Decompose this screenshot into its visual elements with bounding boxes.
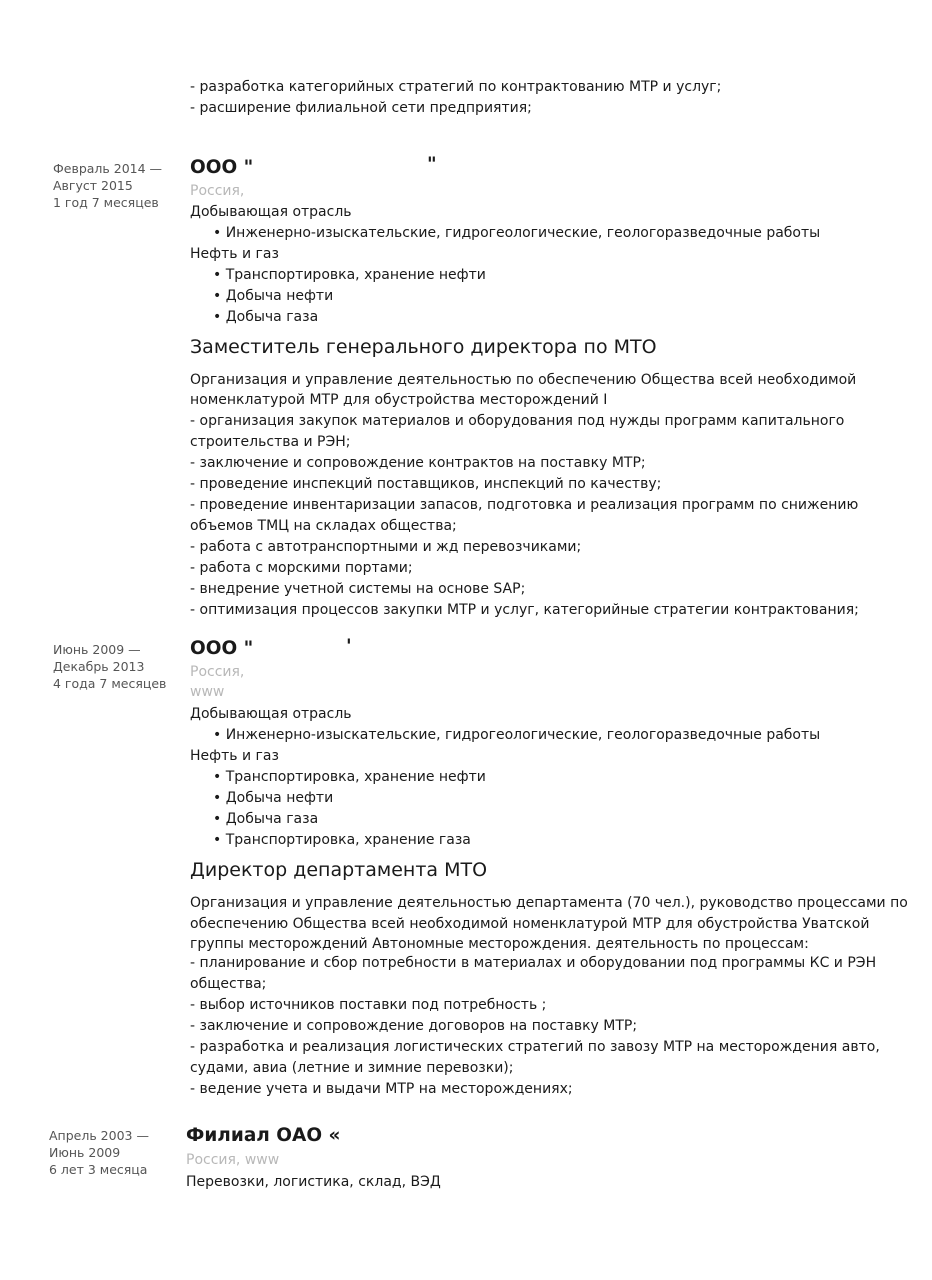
company-website: www	[190, 684, 225, 700]
company-name: Филиал ОАО «	[186, 1125, 341, 1146]
duty-line: - работа с автотранспортными и жд перевозчиками;	[190, 539, 582, 555]
industry-label: Добывающая отрасль	[190, 204, 352, 220]
industry-item: • Транспортировка, хранение газа	[213, 832, 471, 848]
period-end: Июнь 2009	[49, 1145, 121, 1160]
industry-item: • Транспортировка, хранение нефти	[213, 769, 486, 785]
industry-label: Нефть и газ	[190, 748, 279, 764]
job-title: Директор департамента МТО	[190, 859, 488, 881]
duty-line: - заключение и сопровождение договоров на поставку МТР;	[190, 1018, 638, 1034]
duty-line: - организация закупок материалов и оборудования под нужды программ капитального	[190, 413, 845, 429]
period-duration: 4 года 7 месяцев	[53, 676, 167, 691]
employment-period	[53, 641, 166, 692]
duty-line: Организация и управление деятельностью департамента (70 чел.), руководство процессами по	[190, 895, 908, 911]
duty-line: обеспечению Общества всей необходимой номенклатурой МТР для обустройства Уватской	[190, 916, 870, 932]
period-end: Декабрь 2013	[53, 659, 145, 674]
industry-item: • Добыча нефти	[213, 288, 334, 304]
duty-line: - ведение учета и выдачи МТР на месторождениях;	[190, 1081, 573, 1097]
job-title: Заместитель генерального директора по МТО	[190, 336, 657, 358]
period-start: Апрель 2003 —	[49, 1128, 149, 1143]
period-start: Июнь 2009 —	[53, 642, 141, 657]
duty-line: - внедрение учетной системы на основе SAP;	[190, 581, 526, 597]
period-end: Август 2015	[53, 178, 133, 193]
industry-label: Нефть и газ	[190, 246, 279, 262]
industry-item: • Добыча нефти	[213, 790, 334, 806]
period-start: Февраль 2014 —	[53, 161, 163, 176]
industry-item: • Добыча газа	[213, 811, 319, 827]
industry-item: • Инженерно-изыскательские, гидрогеологические, геологоразведочные работы	[213, 727, 821, 743]
industry-label: Добывающая отрасль	[190, 706, 352, 722]
duty-line: - заключение и сопровождение контрактов на поставку МТР;	[190, 455, 646, 471]
company-location: Россия,	[190, 183, 245, 199]
industry-item: • Инженерно-изыскательские, гидрогеологические, геологоразведочные работы	[213, 225, 821, 241]
duty-line: - работа с морскими портами;	[190, 560, 413, 576]
period-duration: 6 лет 3 месяца	[49, 1162, 148, 1177]
duty-line: - разработка и реализация логистических стратегий по завозу МТР на месторождения авто,	[190, 1039, 880, 1055]
duty-line: Организация и управление деятельностью по обеспечению Общества всей необходимой	[190, 372, 857, 388]
duty-line: номенклатурой МТР для обустройства месторождений I	[190, 392, 608, 408]
company-location: Россия,	[190, 664, 245, 680]
company-name-closing-quote: '	[346, 636, 352, 657]
industry-label: Перевозки, логистика, склад, ВЭД	[186, 1174, 441, 1190]
duty-line: - планирование и сбор потребности в материалах и оборудовании под программы КС и РЭН	[190, 955, 877, 971]
employment-period	[53, 160, 162, 211]
duty-line: объемов ТМЦ на складах общества;	[190, 518, 457, 534]
duty-line: - разработка категорийных стратегий по контрактованию МТР и услуг;	[190, 79, 722, 95]
company-name: ООО "	[190, 638, 254, 659]
company-location: Россия, www	[186, 1152, 280, 1168]
duty-line: строительства и РЭН;	[190, 434, 351, 450]
company-name-closing-quote: "	[427, 154, 437, 175]
duty-line: группы месторождений Автономные месторождения. деятельность по процессам:	[190, 936, 809, 952]
duty-line: - проведение инвентаризации запасов, подготовка и реализация программ по снижению	[190, 497, 859, 513]
duty-line: судами, авиа (летние и зимние перевозки);	[190, 1060, 514, 1076]
duty-line: - выбор источников поставки под потребность ;	[190, 997, 547, 1013]
duty-line: - проведение инспекций поставщиков, инспекций по качеству;	[190, 476, 662, 492]
period-duration: 1 год 7 месяцев	[53, 195, 159, 210]
duty-line: - расширение филиальной сети предприятия;	[190, 100, 532, 116]
duty-line: общества;	[190, 976, 267, 992]
employment-period	[49, 1127, 149, 1178]
company-name: ООО "	[190, 157, 254, 178]
duty-line: - оптимизация процессов закупки МТР и услуг, категорийные стратегии контрактования;	[190, 602, 859, 618]
industry-item: • Добыча газа	[213, 309, 319, 325]
industry-item: • Транспортировка, хранение нефти	[213, 267, 486, 283]
